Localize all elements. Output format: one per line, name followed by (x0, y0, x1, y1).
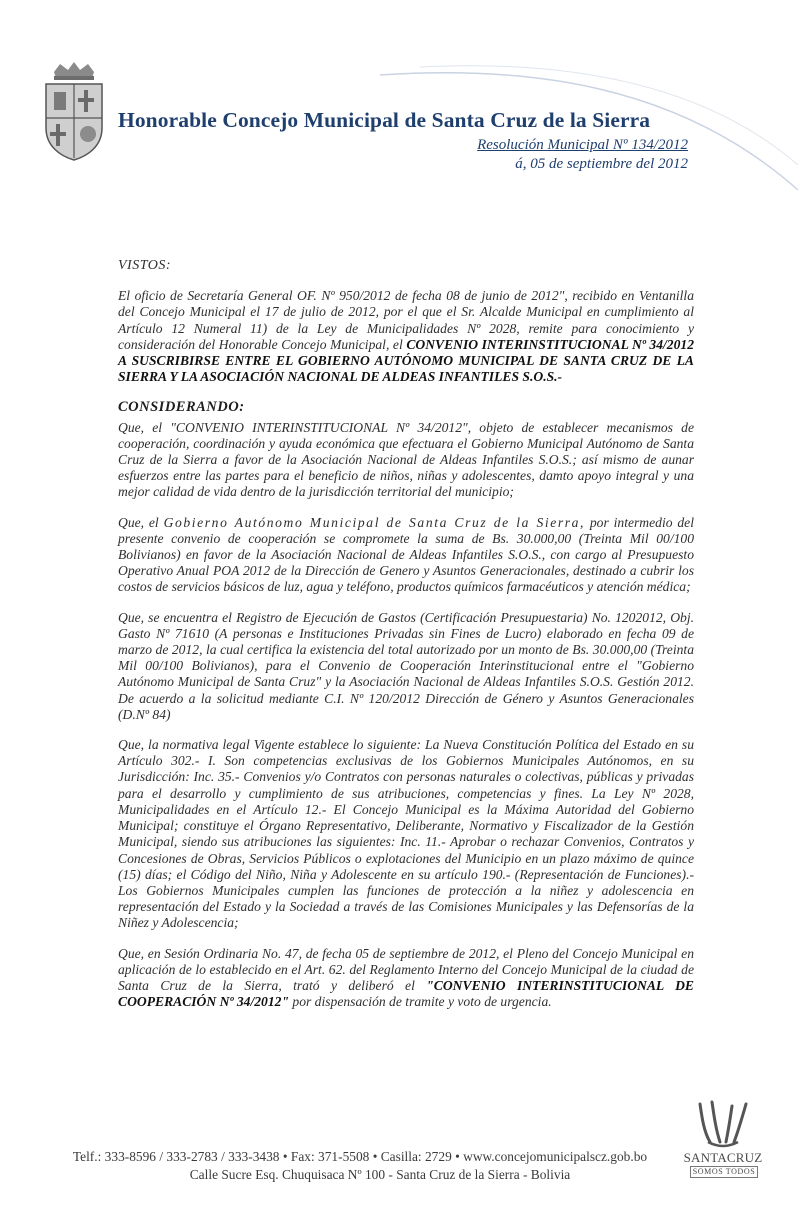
footer-contact: Telf.: 333-8596 / 333-2783 / 333-3438 • Fax: 371-5508 • Casilla: 2729 • www.concejomunicipalscz.gob.bo (72, 1149, 648, 1164)
resolution-body (118, 258, 694, 1024)
p5-rest: por dispensación de tramite y voto de urgencia. (289, 994, 552, 1010)
footer-address: Calle Sucre Esq. Chuquisaca Nº 100 - Santa Cruz de la Sierra - Bolivia (189, 1167, 571, 1182)
logo-title: SANTACRUZ (683, 1150, 763, 1165)
santa-cruz-logo (682, 1098, 764, 1182)
considerando-paragraph-5 (118, 946, 694, 1011)
p5-convenio-title: "CONVENIO INTERINSTITUCIONAL DE COOPERACIÓN Nº 34/2012" (118, 977, 694, 1010)
considerando-paragraph-3: Que, se encuentra el Registro de Ejecución de Gastos (Certificación Presupuestaria) No. 1202012, Obj. Gasto Nº 71610 (A personas e Instituciones Privadas sin Fines de Lucro) elaborado en fecha 09 de marzo de 2012, la cual certifica la existencia del total autorizado por un monto de Bs. 30.000,00 (Treinta Mil 00/100 Bolivianos), para el Convenio de Cooperación Interinstitucional entre el "Gobierno Autónomo Municipal de Santa Cruz" y la Asociación Nacional de Aldeas Infantiles S.O.S. Gestión 2012. De acuerdo a la solicitud mediante C.I. Nº 120/2012 Dirección de Género y Asuntos Generacionales (D.Nº 84) (118, 609, 694, 722)
resolution-number: Resolución Municipal Nº 134/2012 (477, 137, 688, 153)
considerando-paragraph-1: Que, el "CONVENIO INTERINSTITUCIONAL Nº 34/2012", objeto de establecer mecanismos de cooperación, coordinación y ayuda económica que efectuara el Gobierno Municipal Autónomo de Santa Cruz de la Sierra a favor de la Asociación Nacional de Aldeas Infantiles S.O.S.; así mismo de aunar esfuerzos entre las partes para el beneficio de niños, niñas y adolescentes, damto apoyo integral y una mejor calidad de vida dentro de la jurisdicción territorial del municipio; (118, 419, 694, 500)
p5-lead: Que, en Sesión Ordinaria No. 47, de fecha 05 de septiembre de 2012, el Pleno del Concejo Municipal en aplicación de lo establecido en el Art. 62. del Reglamento Interno del Concejo Municipal de la ciudad de Santa Cruz de la Sierra, trató y deliberó el (118, 945, 694, 993)
vistos-text: El oficio de Secretaría General OF. Nº 950/2012 de fecha 08 de junio de 2012", recibido en Ventanilla del Concejo Municipal el 17 de julio de 2012, por el que el Sr. Alcalde Municipal en cumplimiento al Artículo 12 Numeral 11) de la Ley de Municipalidades Nº 2028, remite para conocimiento y consideración del Honorable Concejo Municipal, el (118, 288, 694, 352)
p2-lead: Que, el (118, 514, 164, 530)
council-title: Honorable Concejo Municipal de Santa Cruz de la Sierra (118, 108, 651, 132)
considerando-paragraph-4: Que, la normativa legal Vigente establece lo siguiente: La Nueva Constitución Política del Estado en su Artículo 302.- I. Son competencias exclusivas de los Gobiernos Municipales Autónomos, en su Jurisdicción: Inc. 35.- Convenios y/o Contratos con personas naturales o colectivas, públicas y privadas para el desarrollo y cumplimiento de sus atribuciones, competencias y fines. La Ley Nº 2028, Municipalidades en el Artículo 12.- El Concejo Municipal es la Máxima Autoridad del Gobierno Municipal; constituye el Órgano Representativo, Deliberante, Normativo y Fiscalizador de la Gestión Municipal, siendo sus atribuciones las siguientes: Inc. 11.- Aprobar o rechazar Convenios, Contratos y Concesiones de Obras, Servicios Públicos o explotaciones del Municipio en un plazo máximo de quince (15) días; el Código del Niño, Niña y Adolescente en su artículo 190.- (Representación de Funciones).- Los Gobiernos Municipales cumplen las funciones de protección a la niñez y adolescencia en representación del Estado y la Sociedad a través de las Comisiones Municipales y las Defensorías de la Niñez y Adolescencia; (118, 737, 694, 931)
page-footer (40, 1148, 680, 1184)
coat-of-arms-icon (40, 62, 108, 162)
santa-cruz-logo-icon (682, 1098, 764, 1150)
vistos-paragraph (118, 288, 694, 385)
vistos-convenio-title: CONVENIO INTERINSTITUCIONAL Nº 34/2012 A SUSCRIBIRSE ENTRE EL GOBIERNO AUTÓNOMO MUNICIPAL DE SANTA CRUZ DE LA SIERRA Y LA ASOCIACIÓN NACIONAL DE ALDEAS INFANTILES S.O.S.- (118, 336, 694, 385)
vistos-heading: VISTOS: (118, 258, 172, 273)
p2-spaced-name: Gobierno Autónomo Municipal de Santa Cruz de la Sierra, (163, 514, 586, 530)
considerando-heading: CONSIDERANDO: (118, 399, 245, 416)
considerando-paragraph-2 (118, 515, 694, 596)
p2-rest: por intermedio del presente convenio de cooperación se compromete la suma de Bs. 30.000,00 (Treinta Mil 00/100 Bolivianos) en favor de la Asociación Nacional de Aldeas Infantiles S.O.S., con cargo al Presupuesto Operativo Anual POA 2012 de la Dirección de Genero y Asuntos Generacionales, destinado a cubrir los costos de servicios básicos de luz, agua y teléfono, productos químicos farmacéuticos y atención médica; (118, 514, 694, 595)
resolution-reference (477, 136, 688, 174)
resolution-date: á, 05 de septiembre del 2012 (515, 156, 688, 172)
logo-subtitle: SOMOS TODOS (690, 1166, 758, 1178)
